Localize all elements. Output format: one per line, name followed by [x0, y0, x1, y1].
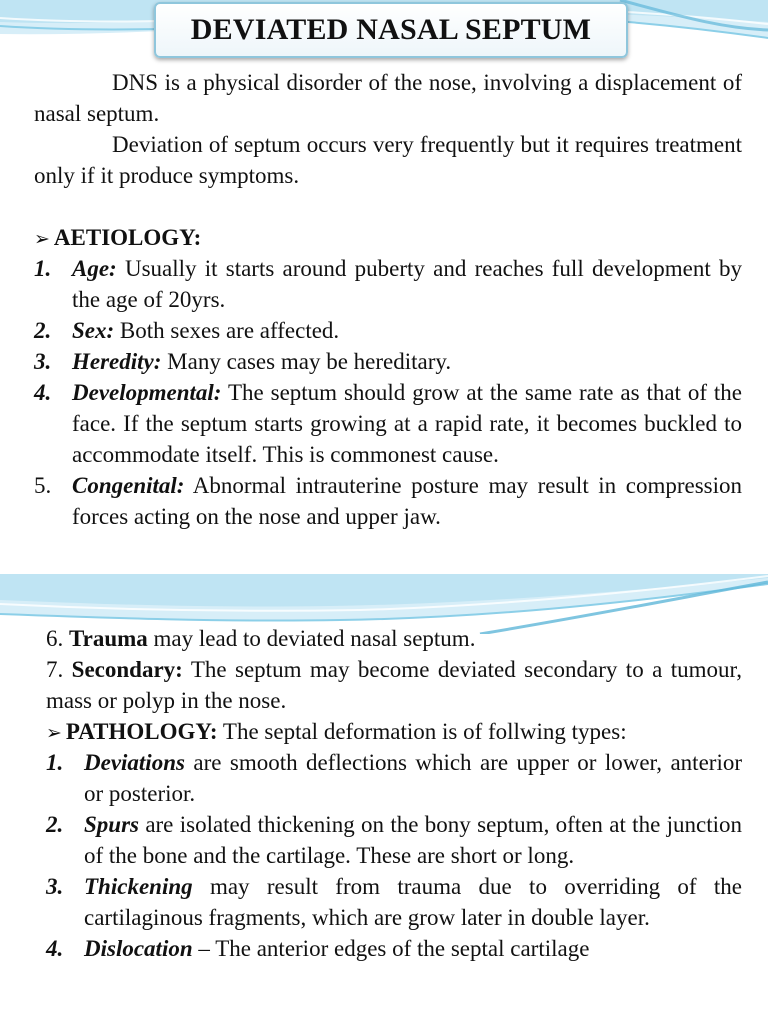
list-item: 1. Age: Usually it starts around puberty and reaches full development by the age of 20yrs. [34, 256, 742, 312]
list-item: 3. Heredity: Many cases may be hereditary. [34, 349, 452, 374]
list-item: 4. Developmental: The septum should grow at the same rate as that of the face. If the septum starts growing at a rapid rate, it becomes buckled to accommodate itself. This is commonest cause. [34, 380, 742, 467]
page-title: DEVIATED NASAL SEPTUM [190, 13, 592, 46]
list-item: 4. Dislocation – The anterior edges of the septal cartilage [46, 936, 590, 961]
list-item: 7. Secondary: The septum may become deviated secondary to a tumour, mass or polyp in the nose. [46, 657, 743, 713]
list-item: 2. Sex: Both sexes are affected. [34, 318, 340, 343]
pathology-list [46, 747, 742, 964]
title-box [154, 2, 628, 58]
slide-2 [0, 574, 768, 1024]
list-item: 3. Thickening may result from trauma due to overriding of the cartilaginous fragments, which are grow later in double layer. [46, 874, 742, 930]
list-item: 2. Spurs are isolated thickening on the bony septum, often at the junction of the bone and the cartilage. These are short or long. [46, 812, 742, 868]
list-item: 1. Deviations are smooth deflections which are upper or lower, anterior or posterior. [46, 750, 742, 806]
arrow-bullet-icon: ➢ [34, 228, 50, 250]
list-item: 5. Congenital: Abnormal intrauterine posture may result in compression forces acting on the nose and upper jaw. [34, 473, 742, 529]
more-causes-list [46, 623, 742, 749]
arrow-bullet-icon: ➢ [46, 722, 62, 744]
intro-paragraph-2: Deviation of septum occurs very frequently but it requires treatment only if it produce symptoms. [34, 132, 742, 188]
pathology-heading: ➢ PATHOLOGY: The septal deformation is of follwing types: [46, 719, 627, 744]
aetiology-heading: ➢ AETIOLOGY: [34, 225, 202, 250]
list-item: 6. Trauma may lead to deviated nasal septum. [46, 626, 476, 651]
intro-paragraph-1: DNS is a physical disorder of the nose, involving a displacement of nasal septum. [34, 70, 742, 126]
aetiology-list [34, 253, 742, 532]
